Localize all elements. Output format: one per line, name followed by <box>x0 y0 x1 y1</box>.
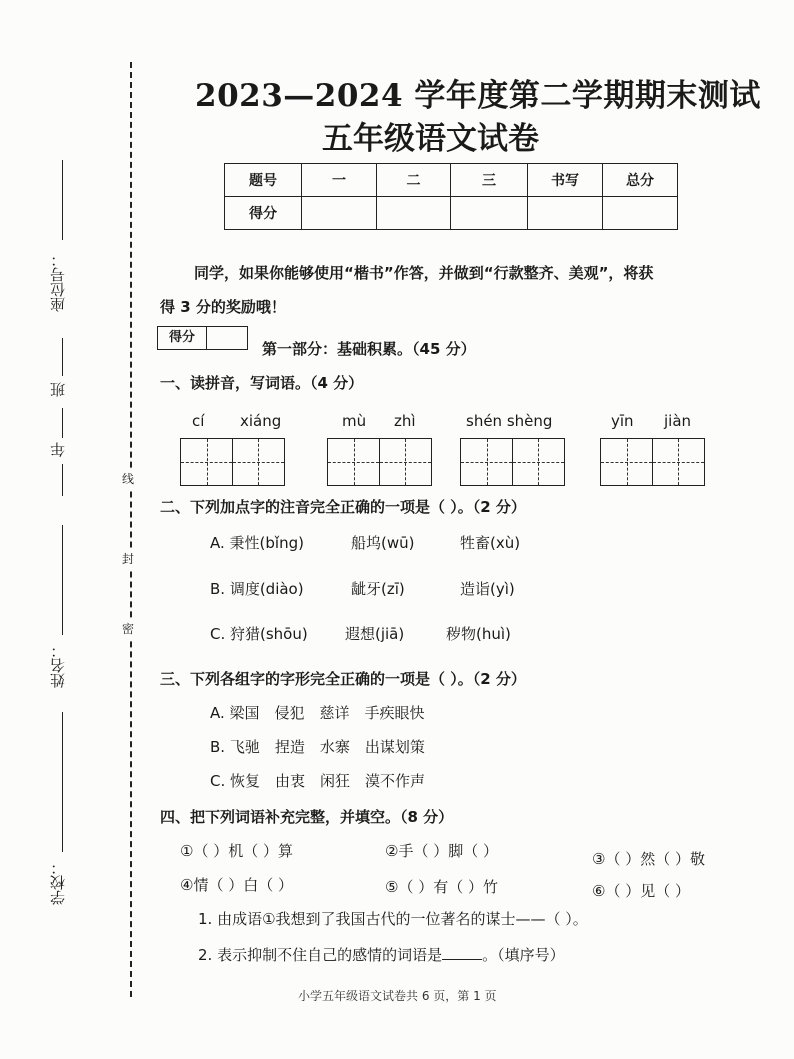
q4-sub-question-1: 1. 由成语①我想到了我国古代的一位著名的谋士——（ ）。 <box>198 910 588 928</box>
q1-pinyin: jiàn <box>664 412 692 430</box>
q4-sub-question-2 <box>198 944 565 965</box>
seal-text-line: 线 <box>122 468 134 489</box>
page-footer: 小学五年级语文试卷共 6 页，第 1 页 <box>298 989 497 1003</box>
score-cell[interactable] <box>528 197 603 230</box>
q2-option-c-2: 遐想(jiā) <box>345 625 405 643</box>
q1-writing-grid <box>180 438 283 486</box>
q1-pinyin: zhì <box>394 412 416 430</box>
name-label: 姓名： <box>49 643 67 688</box>
writing-cell[interactable] <box>600 438 653 486</box>
q4-item-4: ④情（ ）白（ ） <box>180 876 293 894</box>
score-header-cell: 题号 <box>225 164 302 197</box>
q2-option-c-1: C. 狩猎(shōu) <box>210 625 308 643</box>
q1-pinyin: cí <box>192 412 205 430</box>
class-underline <box>62 338 63 376</box>
grade-label: 年 <box>49 442 67 457</box>
score-cell[interactable] <box>603 197 678 230</box>
score-header-cell: 总分 <box>603 164 678 197</box>
q2-option-b-3: 造诣(yì) <box>460 580 515 598</box>
q4-sub2-text: 2. 表示抑制不住自己的感情的词语是 <box>198 946 443 964</box>
q1-pinyin: shén shèng <box>466 412 553 430</box>
score-table-header-row <box>225 164 678 197</box>
q4-item-5: ⑤（ ）有（ ）竹 <box>385 878 498 896</box>
q1-pinyin: xiáng <box>240 412 282 430</box>
score-cell[interactable] <box>377 197 451 230</box>
q4-item-1: ①（ ）机（ ）算 <box>180 842 293 860</box>
score-table <box>224 163 678 230</box>
part1-score-box <box>157 326 248 350</box>
q4-sub2-tail: 。（填序号） <box>482 946 565 964</box>
q1-pinyin: mù <box>342 412 367 430</box>
seat-label: 座位号： <box>49 252 67 312</box>
seal-text-seal: 封 <box>122 548 134 569</box>
writing-cell[interactable] <box>512 438 565 486</box>
writing-cell[interactable] <box>460 438 513 486</box>
score-header-cell: 书写 <box>528 164 603 197</box>
exam-subtitle: 五年级语文试卷 <box>322 121 539 157</box>
writing-cell[interactable] <box>652 438 705 486</box>
q2-option-b-2: 龇牙(zī) <box>351 580 405 598</box>
q4-sub2-blank[interactable] <box>442 959 482 960</box>
intro-line-2: 得 3 分的奖励哦！ <box>160 298 286 316</box>
q4-item-2: ②手（ ）脚（ ） <box>385 842 498 860</box>
class-grade-underline <box>62 408 63 438</box>
q1-pinyin: yīn <box>611 412 634 430</box>
writing-cell[interactable] <box>379 438 432 486</box>
q2-option-b-1: B. 调度(diào) <box>210 580 304 598</box>
grade-underline <box>62 464 63 496</box>
class-label: 班 <box>49 382 67 397</box>
score-header-cell: 二 <box>377 164 451 197</box>
score-cell[interactable] <box>302 197 377 230</box>
q1-writing-grid <box>327 438 430 486</box>
writing-cell[interactable] <box>327 438 380 486</box>
seat-underline <box>62 160 63 240</box>
school-underline <box>62 712 63 852</box>
q2-option-a-3: 牲畜(xù) <box>460 534 521 552</box>
writing-cell[interactable] <box>180 438 233 486</box>
binding-dashed-line <box>130 62 132 997</box>
q3-option-b: B. 飞驰 捏造 水寨 出谋划策 <box>210 738 425 756</box>
q1-title: 一、读拼音，写词语。（4 分） <box>160 374 364 392</box>
intro-line-1: 同学，如果你能够使用“楷书”作答，并做到“行款整齐、美观”，将获 <box>194 264 654 282</box>
q2-option-c-3: 秽物(huì) <box>446 625 511 643</box>
score-row-label: 得分 <box>225 197 302 230</box>
q4-item-6: ⑥（ ）见（ ） <box>592 882 690 900</box>
part1-score-label: 得分 <box>158 327 207 349</box>
score-header-cell: 三 <box>451 164 528 197</box>
part1-score-field[interactable] <box>207 327 247 349</box>
q1-writing-grid <box>460 438 563 486</box>
q4-title: 四、把下列词语补充完整，并填空。（8 分） <box>160 808 454 826</box>
score-header-cell: 一 <box>302 164 377 197</box>
writing-cell[interactable] <box>232 438 285 486</box>
q1-writing-grid <box>600 438 703 486</box>
q4-item-3: ③（ ）然（ ）敬 <box>592 850 705 868</box>
exam-title: 2023—2024 学年度第二学期期末测试 <box>195 78 761 114</box>
q3-option-c: C. 恢复 由衷 闲狂 漠不作声 <box>210 772 426 790</box>
q3-option-a: A. 梁国 侵犯 慈详 手疾眼快 <box>210 704 425 722</box>
school-label: 学校： <box>49 860 67 905</box>
score-cell[interactable] <box>451 197 528 230</box>
q2-title: 二、下列加点字的注音完全正确的一项是（ ）。（2 分） <box>160 498 526 516</box>
q2-option-a-2: 船坞(wū) <box>351 534 415 552</box>
seal-text-secret: 密 <box>122 618 134 639</box>
part1-title: 第一部分：基础积累。（45 分） <box>262 340 476 358</box>
name-underline <box>62 525 63 635</box>
q2-option-a-1: A. 秉性(bǐng) <box>210 534 304 552</box>
score-table-score-row <box>225 197 678 230</box>
q3-title: 三、下列各组字的字形完全正确的一项是（ ）。（2 分） <box>160 670 526 688</box>
